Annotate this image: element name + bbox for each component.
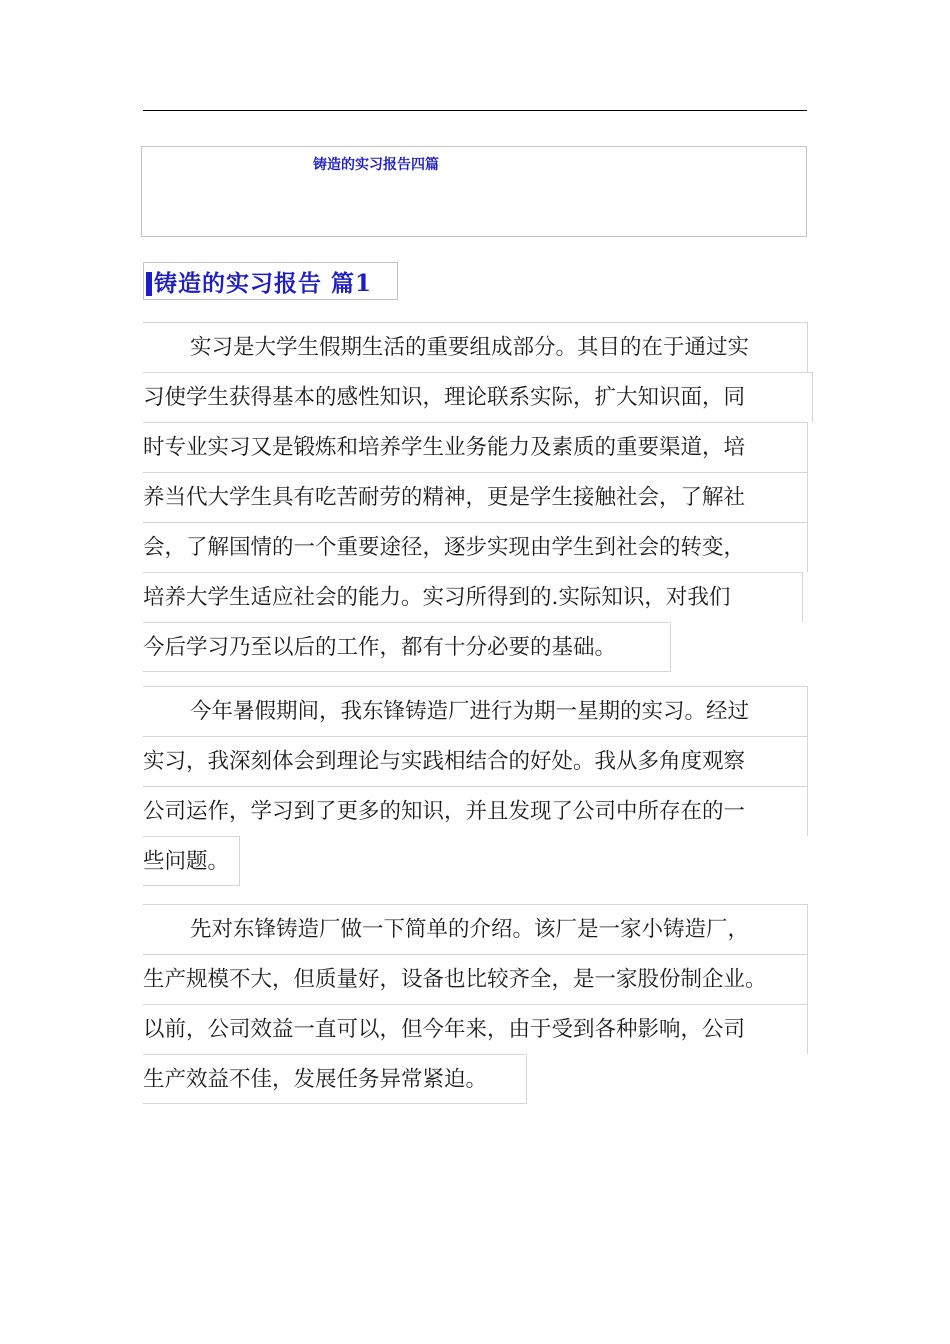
paragraph-line: 公司运作，学习到了更多的知识，并且发现了公司中所存在的一 [143,786,808,836]
paragraph-line: 培养大学生适应社会的能力。实习所得到的.实际知识，对我们 [143,572,803,622]
document-title: 铸造的实习报告四篇 [313,157,439,173]
paragraph-3 [143,904,813,1104]
header-rule [143,110,807,111]
paragraph-line: 实习是大学生假期生活的重要组成部分。其目的在于通过实 [143,322,808,372]
heading-marker [146,272,152,296]
paragraph-1 [143,322,813,672]
paragraph-line: 生产效益不佳，发展任务异常紧迫。 [143,1054,527,1104]
paragraph-line: 今后学习乃至以后的工作，都有十分必要的基础。 [143,622,671,672]
paragraph-line: 生产规模不大，但质量好，设备也比较齐全，是一家股份制企业。 [143,954,808,1004]
paragraph-line: 先对东锋铸造厂做一下简单的介绍。该厂是一家小铸造厂， [143,904,808,954]
paragraph-line: 些问题。 [143,836,240,886]
paragraph-line: 时专业实习又是锻炼和培养学生业务能力及素质的重要渠道，培 [143,422,808,472]
paragraph-line: 今年暑假期间，我东锋铸造厂进行为期一星期的实习。经过 [143,686,808,736]
paragraph-line: 会，了解国情的一个重要途径，逐步实现由学生到社会的转变， [143,522,808,572]
paragraph-2 [143,686,813,886]
paragraph-line: 实习，我深刻体会到理论与实践相结合的好处。我从多角度观察 [143,736,808,786]
section-heading [143,262,398,300]
paragraph-line: 以前，公司效益一直可以，但今年来，由于受到各种影响，公司 [143,1004,808,1054]
paragraph-line: 习使学生获得基本的感性知识，理论联系实际，扩大知识面，同 [143,372,813,422]
section-heading-text: 铸造的实习报告 篇1 [154,269,373,297]
paragraph-line: 养当代大学生具有吃苦耐劳的精神，更是学生接触社会，了解社 [143,472,808,522]
document-title-box [141,146,807,237]
